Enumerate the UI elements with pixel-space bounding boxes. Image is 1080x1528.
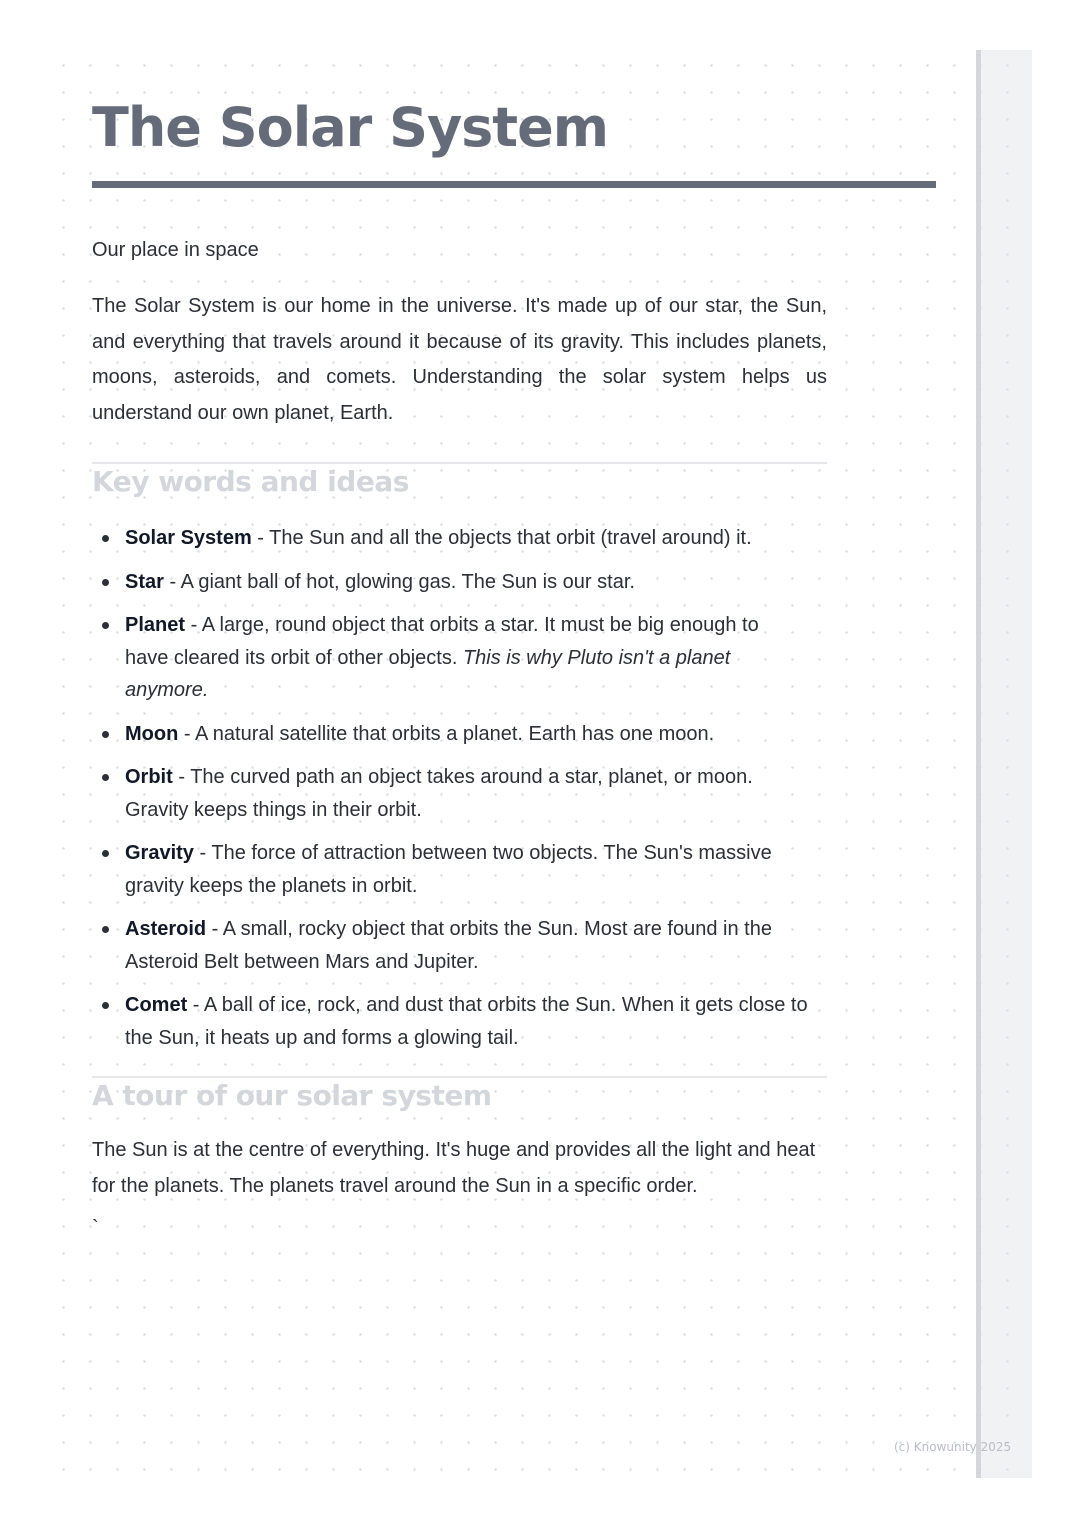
page-title: The Solar System — [92, 96, 609, 159]
bullet-icon — [102, 774, 109, 781]
keyword-definition: - The Sun and all the objects that orbit (travel around) it. — [251, 527, 752, 549]
keyword-definition: - A natural satellite that orbits a planet. Earth has one moon. — [178, 722, 715, 745]
keyword-note: This is why Pluto isn't a planet anymore. — [125, 646, 731, 701]
page-side-strip — [976, 50, 1032, 1478]
keyword-item — [92, 566, 827, 599]
keyword-term: Star — [125, 570, 164, 593]
keyword-item — [92, 609, 827, 707]
keyword-item — [92, 522, 827, 555]
keyword-item — [92, 837, 827, 902]
keyword-term: Moon — [125, 722, 179, 745]
keyword-item — [92, 989, 827, 1054]
keyword-definition: - A giant ball of hot, glowing gas. The Sun is our star. — [163, 570, 635, 593]
keyword-definition: - The curved path an object takes around a star, planet, or moon. Gravity keeps things in their orbit. — [125, 766, 753, 821]
bullet-icon — [102, 1002, 109, 1009]
page-subtitle: Our place in space — [92, 239, 259, 261]
copyright-footer: (c) Knowunity 2025 — [894, 1440, 1012, 1454]
keyword-definition: - A ball of ice, rock, and dust that orbits the Sun. When it gets close to the Sun, it heats up and forms a glowing tail. — [125, 994, 808, 1049]
keyword-term: Comet — [125, 994, 188, 1016]
bullet-icon — [102, 731, 109, 738]
tour-heading: A tour of our solar system — [92, 1079, 492, 1112]
title-underline — [92, 181, 936, 188]
keyword-term: Planet — [125, 614, 186, 636]
keywords-list — [92, 522, 827, 1054]
intro-paragraph: The Solar System is our home in the universe. It's made up of our star, the Sun, and everything that travels around it because of its gravity. This includes planets, moons, asteroids, and comets. Understanding the solar system helps us understand our own planet, Earth. — [92, 295, 827, 424]
bullet-icon — [102, 850, 109, 857]
keyword-definition: - A small, rocky object that orbits the Sun. Most are found in the Asteroid Belt between Mars and Jupiter. — [125, 918, 772, 973]
bullet-icon — [102, 622, 109, 629]
keyword-item — [92, 761, 827, 826]
keyword-term: Solar System — [125, 527, 252, 549]
document-content — [92, 96, 827, 1242]
keyword-definition: - The force of attraction between two objects. The Sun's massive gravity keeps the planets in orbit. — [125, 842, 772, 897]
keyword-item — [92, 718, 827, 751]
tour-paragraph: The Sun is at the centre of everything. It's huge and provides all the light and heat for the planets. The planets travel around the Sun in a specific order. — [92, 1139, 816, 1197]
bullet-icon — [102, 926, 109, 933]
keywords-heading: Key words and ideas — [92, 465, 409, 498]
keyword-term: Gravity — [125, 842, 194, 864]
keyword-term: Asteroid — [125, 918, 207, 940]
bullet-icon — [102, 535, 109, 542]
keyword-item — [92, 913, 827, 978]
keyword-definition: - A large, round object that orbits a star. It must be big enough to have cleared its orbit of other objects. — [125, 614, 759, 669]
keyword-term: Orbit — [125, 766, 173, 788]
bullet-icon — [102, 579, 109, 586]
stray-mark: ` — [92, 1217, 99, 1239]
